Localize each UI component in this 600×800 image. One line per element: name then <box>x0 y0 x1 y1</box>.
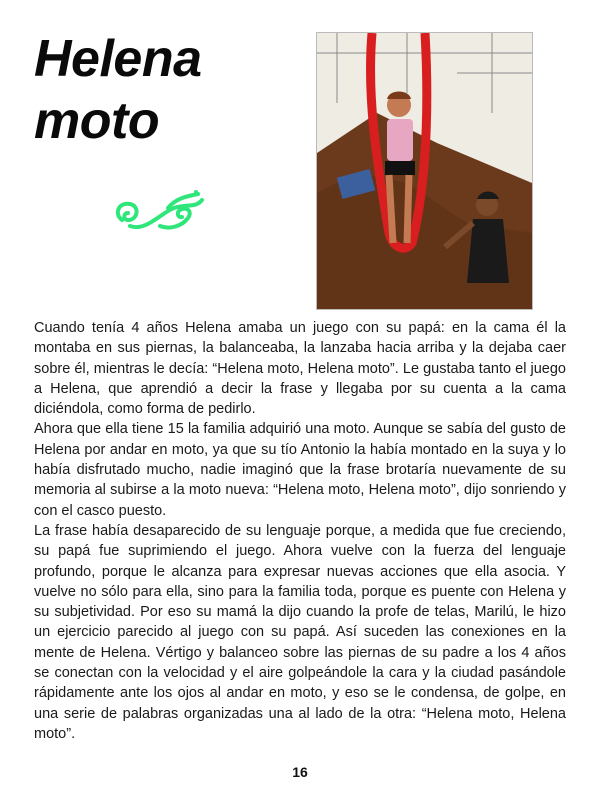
page-title <box>34 28 304 152</box>
illustration-drawing <box>316 32 533 310</box>
title-line-2: moto <box>34 92 160 150</box>
paragraph: Ahora que ella tiene 15 la familia adquirió una moto. Aunque se sabía del gusto de Helena por andar en moto, ya que su tío Antonio la había montado en la suya y lo había disfrutado mucho, nadie imaginó que la frase brotaría nuevamente de su memoria al subirse a la moto nueva: “Helena moto, Helena moto”, dijo sonriendo y con el casco puesto. <box>34 421 566 519</box>
story-text <box>34 318 566 744</box>
page-number: 16 <box>292 764 308 780</box>
paragraph: Cuando tenía 4 años Helena amaba un juego con su papá: en la cama él la montaba en sus piernas, la balanceaba, la lanzaba hacia arriba y la dejaba caer sobre él, mientras le decía: “Helena moto, Helena moto”. Le gustaba tanto el juego a Helena, que aprendió a decir la frase y llegaba por su cuenta a la cama diciéndola, como forma de pedirlo. <box>34 320 566 418</box>
title-line-1: Helena <box>34 30 202 88</box>
paragraph: La frase había desaparecido de su lenguaje porque, a medida que fue creciendo, su papá fue suprimiendo el juego. Ahora vuelve con la fuerza del lenguaje profundo, porque le alcanza para expresar nuevas acciones que ella asocia. Y vuelve no sólo para ella, sino para la familia toda, porque es puente con Helena y su subjetividad. Por eso su mamá la dijo cuando la profe de telas, Marilú, le hizo un ejercicio parecido al juego con su papá. Así suceden las conexiones en la mente de Helena. Vértigo y balanceo sobre las piernas de su padre a los 4 años se conectan con la velocidad y el aire golpeándole la cara y la ciudad pasándole rápidamente ante los ojos al andar en moto, y eso se le condensa, de golpe, en una serie de palabras organizadas una al lado de la otra: “Helena moto, Helena moto”. <box>34 522 566 742</box>
swirl-ornament-icon <box>108 186 208 242</box>
